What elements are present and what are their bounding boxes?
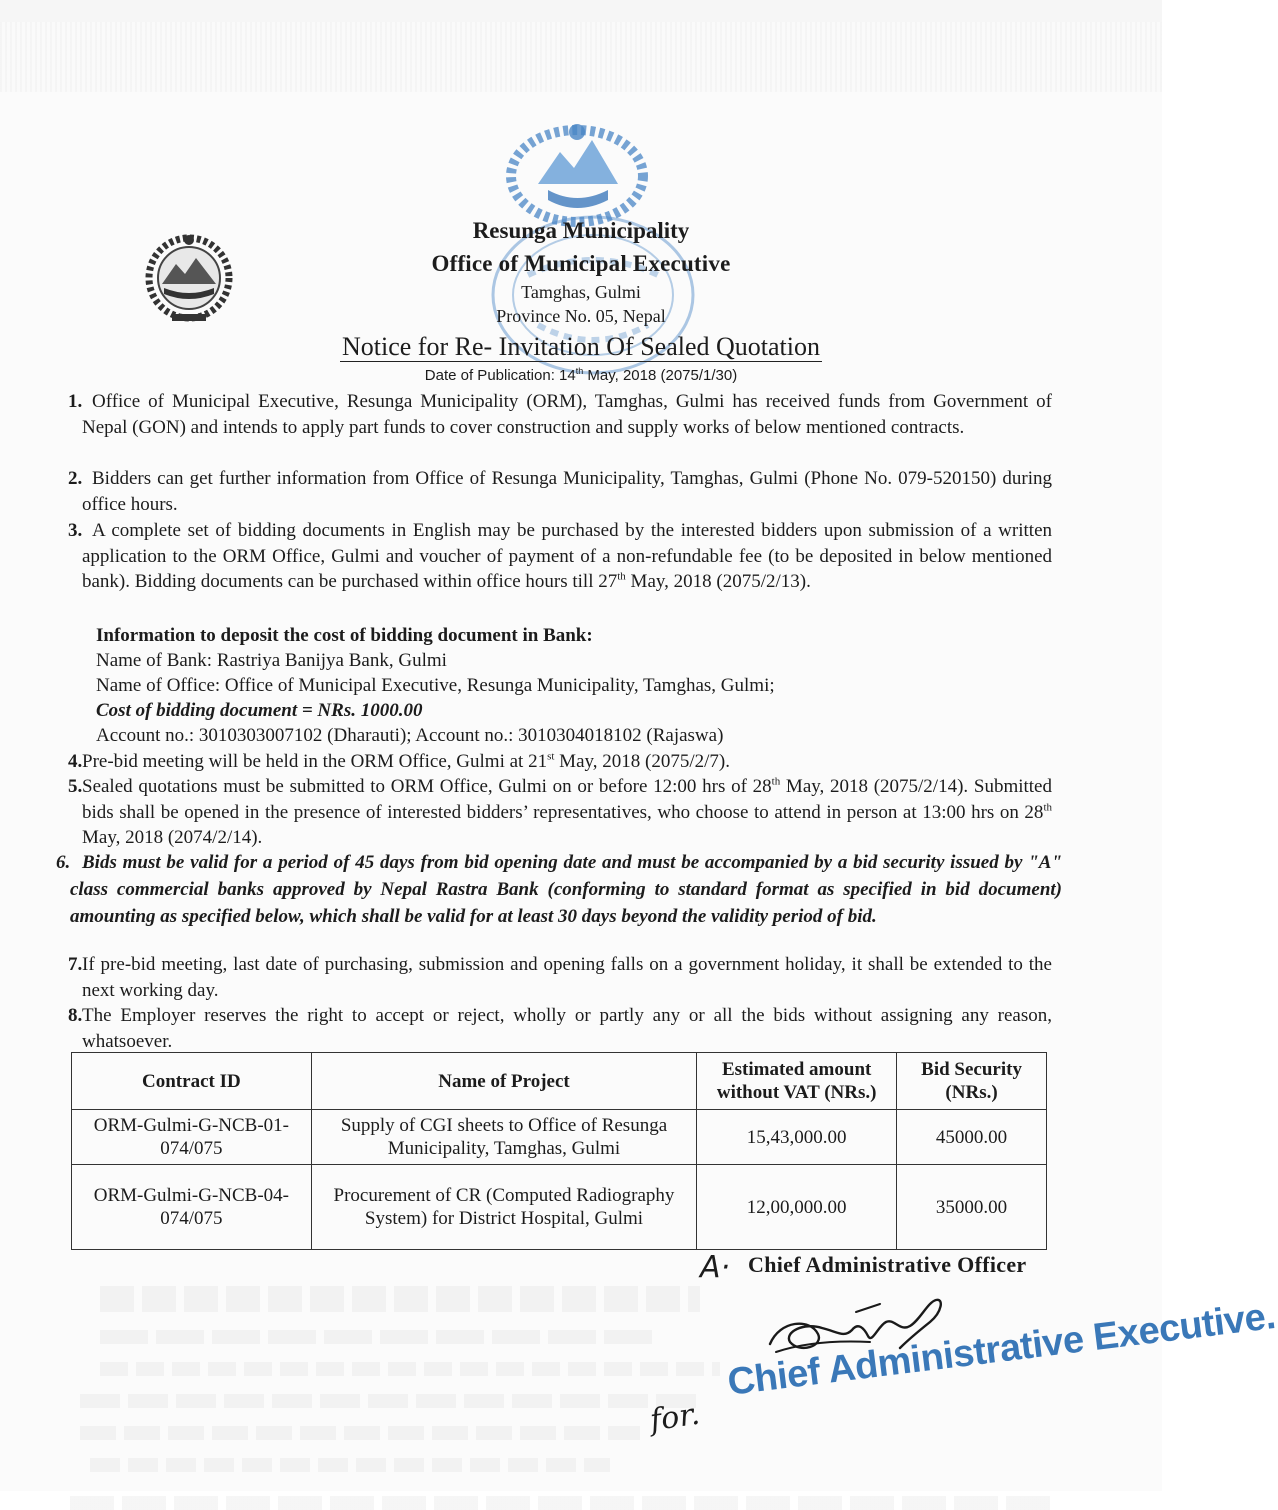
- clause-text: Office of Municipal Executive, Resunga Municipality (ORM), Tamghas, Gulmi has received funds from Government of Nepal (GON) and intends to apply part funds to cover construction and supply works of below mentioned contracts.: [82, 391, 1052, 438]
- scan-edge: [0, 0, 1162, 22]
- clause-7: [68, 952, 1052, 1003]
- publication-date: [0, 367, 1162, 384]
- clause-sup: st: [547, 750, 555, 763]
- office-province: Province No. 05, Nepal: [496, 306, 666, 326]
- bank-office-name: Name of Office: Office of Municipal Executive, Resunga Municipality, Tamghas, Gulmi;: [96, 675, 775, 696]
- clause-1: [68, 389, 1052, 440]
- clause-number: 3.: [68, 520, 83, 541]
- clause-sup: th: [617, 570, 626, 583]
- clause-number: 1.: [68, 391, 83, 412]
- cell-project: Supply of CGI sheets to Office of Resunga Municipality, Tamghas, Gulmi: [311, 1110, 697, 1165]
- col-header-contract-id: Contract ID: [72, 1053, 312, 1110]
- clause-text: Pre-bid meeting will be held in the ORM Office, Gulmi at 21: [82, 751, 548, 772]
- cell-bid-security: 45000.00: [897, 1110, 1047, 1165]
- clause-text-c: May, 2018 (2074/2/14).: [82, 827, 263, 848]
- publication-date-rest: May, 2018 (2075/1/30): [583, 367, 738, 384]
- notice-title-text: Notice for Re- Invitation Of Sealed Quotation: [342, 332, 820, 361]
- clause-sup-a: th: [771, 775, 781, 788]
- cell-project: Procurement of CR (Computed Radiography System) for District Hospital, Gulmi: [311, 1165, 697, 1250]
- clause-text-b: May, 2018 (2075/2/14). Submitted bids shall be opened in the presence of interested bidders’ representatives, who choose to attend in person at 13:00 hrs on 28: [82, 776, 1052, 823]
- clause-text: Bids must be valid for a period of 45 days from bid opening date and must be accompanied by a bid security issued by "A" class commercial banks approved by Nepal Rastra Bank (conforming to standard format as specified in bid document) amounting as specified below, which shall be valid for at least 30 days beyond the validity period of bid.: [70, 852, 1062, 927]
- cao-prefix-handwritten: A·: [700, 1250, 731, 1285]
- clause-tail: May, 2018 (2075/2/13).: [625, 571, 811, 592]
- scan-noise-band: [0, 22, 1162, 92]
- clause-text: The Employer reserves the right to accept or reject, wholly or partly any or all the bids without assigning any reason, whatsoever.: [82, 1005, 1052, 1052]
- col-header-bid-security: Bid Security (NRs.): [897, 1053, 1047, 1110]
- clause-sup-b: th: [1043, 801, 1052, 814]
- table-row: [72, 1165, 1047, 1250]
- chief-administrative-officer-label: Chief Administrative Officer: [748, 1252, 1027, 1277]
- cell-contract-id: ORM-Gulmi-G-NCB-04-074/075: [72, 1165, 312, 1250]
- publication-date-label: Date of Publication: 14: [424, 367, 576, 384]
- col-header-amount: Estimated amount without VAT (NRs.): [697, 1053, 897, 1110]
- table-header-row: [72, 1053, 1047, 1110]
- clause-number: 7.: [68, 954, 83, 975]
- clause-text: A complete set of bidding documents in English may be purchased by the interested bidders upon submission of a written application to the ORM Office, Gulmi and voucher of payment of a non-refundable fee (to be deposited in below mentioned bank). Bidding documents can be purchased within office hours till 27: [82, 520, 1052, 592]
- clause-tail: May, 2018 (2075/2/7).: [554, 751, 730, 772]
- cell-amount: 15,43,000.00: [697, 1110, 897, 1165]
- clause-number: 4.: [68, 751, 83, 772]
- cell-amount: 12,00,000.00: [697, 1165, 897, 1250]
- clause-number: 6.: [56, 852, 71, 873]
- clause-number: 2.: [68, 468, 83, 489]
- bank-accounts: Account no.: 3010303007102 (Dharauti); Account no.: 3010304018102 (Rajaswa): [96, 725, 724, 746]
- office-name: Office of Municipal Executive: [431, 251, 731, 276]
- clause-6: [56, 849, 1062, 930]
- clause-3: [68, 518, 1052, 595]
- cell-contract-id: ORM-Gulmi-G-NCB-01-074/075: [72, 1110, 312, 1165]
- bidding-cost: Cost of bidding document = NRs. 1000.00: [96, 700, 423, 721]
- notice-title: [0, 332, 1162, 362]
- bank-name: Name of Bank: Rastriya Banijya Bank, Gulmi: [96, 650, 447, 671]
- clause-8: [68, 1003, 1052, 1054]
- cell-bid-security: 35000.00: [897, 1165, 1047, 1250]
- publication-date-sup: th: [575, 366, 584, 376]
- clause-text-a: Sealed quotations must be submitted to ORM Office, Gulmi on or before 12:00 hrs of 28: [82, 776, 772, 797]
- clause-4: [68, 749, 1052, 775]
- municipality-name: Resunga Municipality: [472, 218, 690, 243]
- clause-5: [68, 774, 1052, 851]
- chief-administrative-executive-stamp: Chief Administrative Executive.: [725, 1294, 1278, 1404]
- for-handwritten-note: for.: [647, 1396, 702, 1439]
- clause-text: Bidders can get further information from Office of Resunga Municipality, Tamghas, Gulmi (Phone No. 079-520150) during office hours.: [82, 468, 1052, 515]
- office-address: Tamghas, Gulmi: [521, 282, 641, 302]
- clause-number: 8.: [68, 1005, 83, 1026]
- bank-info: [96, 623, 1056, 748]
- clause-text: If pre-bid meeting, last date of purchasing, submission and opening falls on a government holiday, it shall be extended to the next working day.: [82, 954, 1052, 1001]
- contracts-table: [71, 1052, 1047, 1250]
- col-header-project: Name of Project: [311, 1053, 697, 1110]
- clause-number: 5.: [68, 776, 83, 797]
- clause-2: [68, 466, 1052, 517]
- bank-info-heading: Information to deposit the cost of bidding document in Bank:: [96, 625, 593, 646]
- table-row: [72, 1110, 1047, 1165]
